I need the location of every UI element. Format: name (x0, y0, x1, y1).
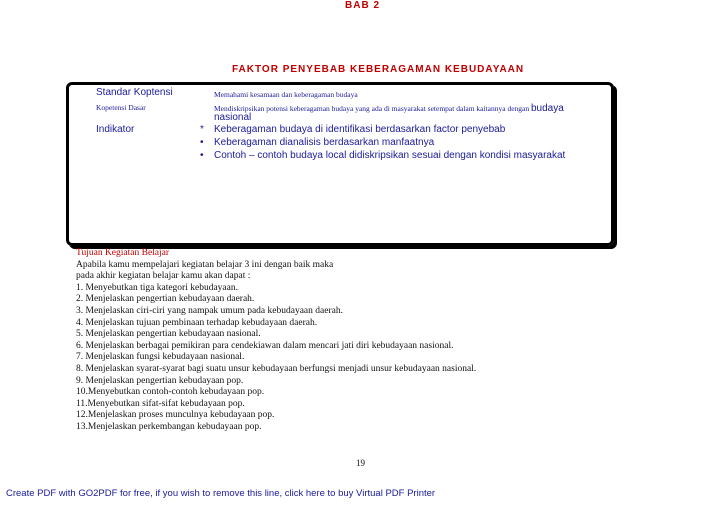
indikator-item (200, 150, 565, 161)
objective-item: 11.Menyebutkan sifat-sifat kebudayaan pop. (76, 398, 245, 409)
standar-label: Standar Koptensi (96, 87, 173, 98)
dasar-value-tail: budaya (530, 103, 564, 114)
dasar-value-continued: nasional (214, 112, 252, 123)
chapter-title: FAKTOR PENYEBAB KEBERAGAMAN KEBUDAYAAN (232, 64, 525, 75)
standar-value: Memahami kesamaan dan keberagaman budaya (214, 90, 358, 99)
indikator-text: Contoh – contoh budaya local didiskripsikan sesuai dengan kondisi masyarakat (214, 150, 566, 161)
bullet-marker: * (200, 124, 204, 135)
bullet-marker: • (200, 137, 204, 148)
objective-item: 9. Menjelaskan pengertian kebudayaan pop. (76, 375, 244, 386)
chapter-label: BAB 2 (345, 0, 381, 11)
objective-item: 6. Menjelaskan berbagai pemikiran para cendekiawan dalam mencari jati diri kebudayaan nasional. (76, 340, 454, 351)
objective-item: 4. Menjelaskan tujuan pembinaan terhadap kebudayaan daerah. (76, 317, 318, 328)
dasar-value-main: Mendiskripsikan potensi keberagaman budaya yang ada di masyarakat setempat dalam kaitannya dengan (214, 104, 530, 113)
objective-item: 5. Menjelaskan pengertian kebudayaan nasional. (76, 329, 261, 340)
objective-item: 13.Menjelaskan perkembangan kebudayaan pop. (76, 421, 262, 432)
bullet-marker: • (200, 150, 204, 161)
objective-item: 3. Menjelaskan ciri-ciri yang nampak umum pada kebudayaan daerah. (76, 305, 343, 316)
objective-item: 7. Menjelaskan fungsi kebudayaan nasional. (76, 352, 245, 363)
indikator-item (200, 124, 505, 135)
objective-item: 10.Menyebutkan contoh-contoh kebudayaan pop. (76, 387, 265, 398)
objective-item: 2. Menjelaskan pengertian kebudayaan daerah. (76, 294, 255, 305)
indikator-item (200, 137, 434, 148)
objectives-intro: Apabila kamu mempelajari kegiatan belajar 3 ini dengan baik maka (76, 259, 334, 270)
page-number: 19 (356, 458, 365, 468)
learning-objectives (76, 248, 476, 434)
objective-item: 1. Menyebutkan tiga kategori kebudayaan. (76, 282, 238, 293)
dasar-label: Kopetensi Dasar (96, 103, 146, 112)
objectives-heading: Tujuan Kegiatan Belajar (76, 248, 170, 258)
indikator-label: Indikator (96, 124, 135, 135)
objective-item: 12.Menjelaskan proses munculnya kebudayaan pop. (76, 410, 275, 421)
indikator-text: Keberagaman dianalisis berdasarkan manfaatnya (214, 137, 435, 148)
objectives-intro: pada akhir kegiatan belajar kamu akan dapat : (76, 271, 251, 282)
pdf-footer-link[interactable]: Create PDF with GO2PDF for free, if you wish to remove this line, click here to buy Virtual PDF Printer (6, 488, 436, 499)
indikator-text: Keberagaman budaya di identifikasi berdasarkan factor penyebab (214, 124, 506, 135)
dasar-value (214, 103, 564, 114)
objective-item: 8. Menjelaskan syarat-syarat bagi suatu unsur kebudayaan berfungsi menjadi unsur kebudayaan nasional. (76, 363, 477, 374)
